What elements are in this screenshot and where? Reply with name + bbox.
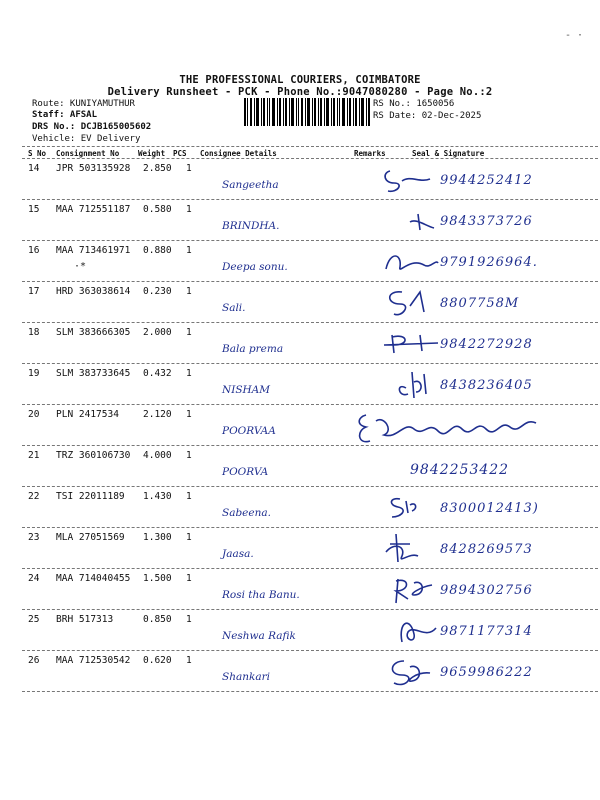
rs-number: RS No.: 1650056 bbox=[373, 99, 455, 109]
col-sno: S No bbox=[28, 149, 47, 158]
row-signature-phone: 8438236405 bbox=[440, 378, 533, 393]
row-signature-phone: 9944252412 bbox=[440, 173, 533, 188]
row-weight: 0.620 bbox=[143, 655, 172, 666]
row-signature-phone: 9843373726 bbox=[440, 214, 533, 229]
table-row bbox=[0, 446, 600, 487]
row-signature-phone: 8428269573 bbox=[440, 542, 533, 557]
row-sno: 17 bbox=[28, 286, 40, 297]
table-row bbox=[0, 200, 600, 241]
row-weight: 2.850 bbox=[143, 163, 172, 174]
table-row bbox=[0, 282, 600, 323]
table-row bbox=[0, 569, 600, 610]
row-consignee: Sangeetha bbox=[222, 179, 279, 191]
table-row bbox=[0, 405, 600, 446]
row-consignment: SLM 383733645 bbox=[56, 368, 131, 379]
row-consignment: TRZ 360106730 bbox=[56, 450, 131, 461]
signature-scribble bbox=[380, 655, 440, 687]
signature-scribble bbox=[380, 163, 440, 195]
signature-scribble bbox=[380, 573, 440, 605]
row-consignee: BRINDHA. bbox=[222, 220, 280, 232]
row-weight: 1.500 bbox=[143, 573, 172, 584]
rs-date: RS Date: 02-Dec-2025 bbox=[373, 111, 482, 121]
row-consignment: JPR 503135928 bbox=[56, 163, 131, 174]
row-sno: 19 bbox=[28, 368, 40, 379]
col-seal-signature: Seal & Signature bbox=[412, 149, 485, 158]
row-weight: 1.430 bbox=[143, 491, 172, 502]
table-row bbox=[0, 364, 600, 405]
signature-scribble bbox=[380, 614, 440, 646]
signature-scribble bbox=[380, 368, 440, 400]
row-sno: 15 bbox=[28, 204, 40, 215]
row-signature-phone: 9894302756 bbox=[440, 583, 533, 598]
row-consignment: SLM 383666305 bbox=[56, 327, 131, 338]
row-pcs: 1 bbox=[186, 409, 192, 420]
vehicle-label: Vehicle: EV Delivery bbox=[32, 134, 141, 144]
row-consignment: HRD 363038614 bbox=[56, 286, 131, 297]
row-consignee: Sabeena. bbox=[222, 507, 271, 519]
table-row bbox=[0, 241, 600, 282]
row-divider bbox=[22, 691, 598, 692]
row-consignee: Deepa sonu. bbox=[222, 261, 288, 273]
row-weight: 4.000 bbox=[143, 450, 172, 461]
row-sno: 18 bbox=[28, 327, 40, 338]
col-consignment: Consignment No bbox=[56, 149, 120, 158]
row-pcs: 1 bbox=[186, 491, 192, 502]
row-weight: 1.300 bbox=[143, 532, 172, 543]
col-pcs: PCS bbox=[173, 149, 187, 158]
row-pcs: 1 bbox=[186, 573, 192, 584]
row-weight: 2.000 bbox=[143, 327, 172, 338]
row-consignee: POORVA bbox=[222, 466, 269, 478]
signature-scribble bbox=[380, 245, 440, 277]
row-consignment: MAA 714040455 bbox=[56, 573, 131, 584]
row-consignment: BRH 517313 bbox=[56, 614, 114, 625]
signature-scribble bbox=[380, 532, 440, 564]
sheet-title: Delivery Runsheet - PCK - Phone No.:9047080280 - Page No.:2 bbox=[107, 86, 493, 98]
row-weight: 0.850 bbox=[143, 614, 172, 625]
row-pcs: 1 bbox=[186, 204, 192, 215]
row-consignment: MAA 712530542 bbox=[56, 655, 131, 666]
row-consignment: TSI 22011189 bbox=[56, 491, 125, 502]
table-row bbox=[0, 159, 600, 200]
table-row bbox=[0, 323, 600, 364]
row-consignee: NISHAM bbox=[222, 384, 271, 396]
row-sno: 20 bbox=[28, 409, 40, 420]
row-weight: 0.580 bbox=[143, 204, 172, 215]
row-sno: 22 bbox=[28, 491, 40, 502]
row-weight: 0.880 bbox=[143, 245, 172, 256]
row-note-mark: ·* bbox=[74, 261, 87, 272]
row-signature-phone: 8300012413) bbox=[440, 501, 539, 516]
row-consignment: MAA 712551187 bbox=[56, 204, 131, 215]
row-sno: 23 bbox=[28, 532, 40, 543]
row-signature-phone: 9659986222 bbox=[440, 665, 533, 680]
row-consignee: Sali. bbox=[222, 302, 246, 314]
row-sno: 26 bbox=[28, 655, 40, 666]
row-pcs: 1 bbox=[186, 327, 192, 338]
row-pcs: 1 bbox=[186, 286, 192, 297]
row-consignment: MAA 713461971 bbox=[56, 245, 131, 256]
row-sno: 14 bbox=[28, 163, 40, 174]
staff-label: Staff: AFSAL bbox=[32, 110, 98, 120]
row-weight: 2.120 bbox=[143, 409, 172, 420]
corner-mark: - · bbox=[565, 30, 584, 41]
table-row bbox=[0, 651, 600, 692]
col-consignee: Consignee Details bbox=[200, 149, 277, 158]
row-pcs: 1 bbox=[186, 163, 192, 174]
signature-scribble bbox=[354, 411, 550, 447]
row-consignee: Jaasa. bbox=[222, 548, 254, 560]
header-rule-top bbox=[22, 146, 598, 147]
company-title: THE PROFESSIONAL COURIERS, COIMBATORE bbox=[179, 74, 421, 86]
row-pcs: 1 bbox=[186, 450, 192, 461]
row-sno: 24 bbox=[28, 573, 40, 584]
row-consignment: MLA 27051569 bbox=[56, 532, 125, 543]
row-signature-phone: 9842253422 bbox=[410, 462, 510, 478]
row-pcs: 1 bbox=[186, 532, 192, 543]
table-row bbox=[0, 487, 600, 528]
row-signature-phone: 9791926964. bbox=[440, 255, 538, 270]
row-pcs: 1 bbox=[186, 245, 192, 256]
signature-scribble bbox=[380, 327, 440, 359]
row-weight: 0.230 bbox=[143, 286, 172, 297]
row-signature-phone: 9871177314 bbox=[440, 624, 533, 639]
row-signature-phone: 9842272928 bbox=[440, 337, 533, 352]
drs-label: DRS No.: DCJB165005602 bbox=[32, 122, 152, 132]
row-pcs: 1 bbox=[186, 614, 192, 625]
row-consignee: Rosi tha Banu. bbox=[222, 589, 300, 601]
row-sno: 16 bbox=[28, 245, 40, 256]
row-signature-phone: 8807758M bbox=[440, 296, 520, 311]
row-pcs: 1 bbox=[186, 368, 192, 379]
signature-scribble bbox=[380, 286, 440, 318]
signature-scribble bbox=[380, 204, 440, 236]
row-consignee: Shankari bbox=[222, 671, 270, 683]
route-label: Route: KUNIYAMUTHUR bbox=[32, 99, 135, 109]
row-sno: 21 bbox=[28, 450, 40, 461]
row-weight: 0.432 bbox=[143, 368, 172, 379]
row-pcs: 1 bbox=[186, 655, 192, 666]
row-consignee: Bala prema bbox=[222, 343, 284, 355]
barcode bbox=[244, 98, 370, 126]
col-remarks: Remarks bbox=[354, 149, 386, 158]
table-row bbox=[0, 528, 600, 569]
row-sno: 25 bbox=[28, 614, 40, 625]
row-consignee: Neshwa Rafik bbox=[222, 630, 296, 642]
table-row bbox=[0, 610, 600, 651]
row-consignee: POORVAA bbox=[222, 425, 276, 437]
col-weight: Weight bbox=[138, 149, 166, 158]
row-consignment: PLN 2417534 bbox=[56, 409, 119, 420]
signature-scribble bbox=[380, 491, 440, 523]
